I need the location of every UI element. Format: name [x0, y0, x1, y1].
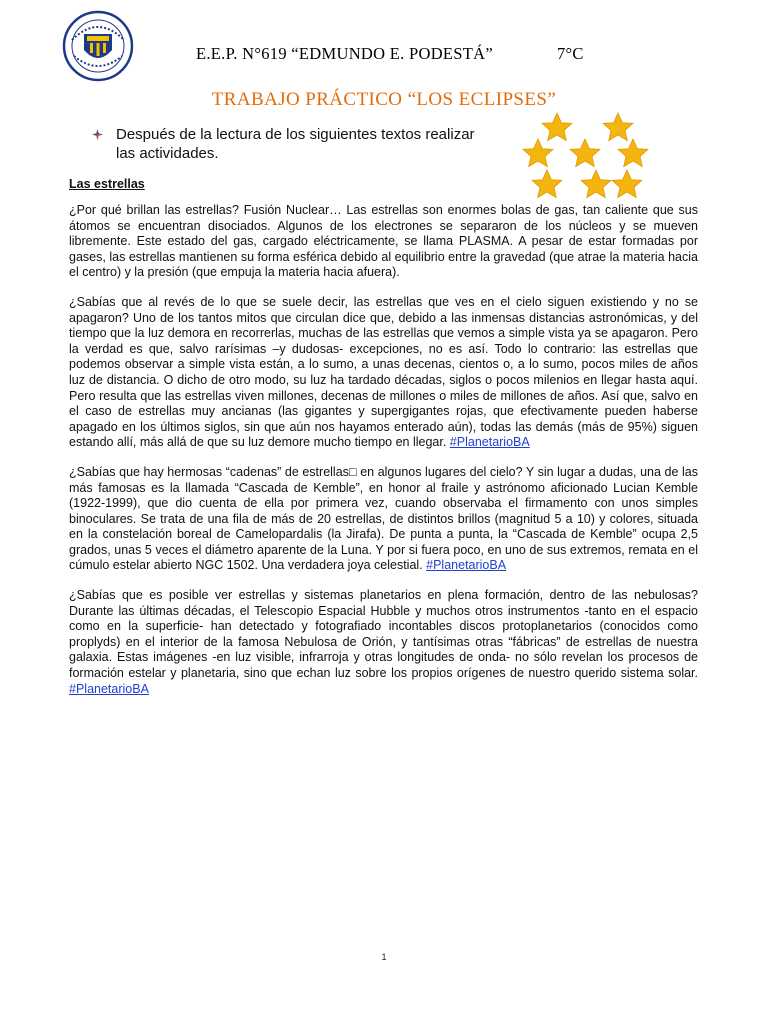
paragraph-3 — [69, 465, 698, 574]
planetarioba-hashtag-link[interactable]: #PlanetarioBA — [449, 435, 530, 450]
paragraph-1 — [69, 203, 698, 281]
instruction-item — [92, 125, 492, 163]
page-number: 1 — [381, 952, 387, 962]
section-title: Las estrellas — [69, 177, 145, 191]
four-point-diamond-bullet-icon — [92, 129, 103, 140]
paragraph-text: ¿Sabías que es posible ver estrellas y sistemas planetarios en plena formación, dentro de las nebulosas? Durante las últimas décadas, el Telescopio Espacial Hubble y muchos otros instrumentos -tanto en el espacio como en la superficie- han detectado y fotografiado incontables discos protoplanetarios (conocidos como proplyds) en el interior de la famosa Nebulosa de Orión, y tantísimas otras “fábricas” de estrellas de nuestra galaxia. Estas imágenes -en luz visible, infrarroja y otras longitudes de onda- no sólo revelan los procesos de formación estelar y planetaria, sino que echan luz sobre los propios orígenes de nuestro querido sistema solar. — [69, 588, 698, 681]
paragraph-4 — [69, 588, 698, 697]
school-seal-icon — [62, 10, 134, 82]
paragraph-text: ¿Sabías que al revés de lo que se suele decir, las estrellas que ves en el cielo siguen existiendo y no se apagaron? Uno de los tantos mitos que circulan dice que, debido a las inmensas distancias astronómicas, y del tiempo que la luz demora en recorrerlas, muchas de las estrellas que vemos a simple vista ya se apagaron. Pero la verdad es que, salvo rarísimas –y dudosas- excepciones, no es así. Todo lo contrario: las estrellas que podemos observar a simple vista están, a lo sumo, a unas decenas, cientos o, a lo sumo, pocos miles de años luz de distancia. O dicho de otro modo, su luz ha tardado décadas, siglos o pocos milenios en llegar hasta aquí. Pero resulta que las estrellas viven millones, decenas de millones o miles de millones de años. Así que, salvo en el caso de estrellas muy ancianas (las gigantes y supergigantes rojas, que efectivamente pueden haberse apagado en los últimos siglos, sin que aún nos hayamos enterado aún), todas las demás (más de 95%) siguen estando allí, más allá de que su luz demore mucho tiempo en llegar. — [69, 294, 698, 450]
school-name: E.E.P. N°619 “EDMUNDO E. PODESTÁ” — [196, 44, 493, 63]
planetarioba-hashtag-link[interactable]: #PlanetarioBA — [426, 558, 507, 573]
page-title: TRABAJO PRÁCTICO “LOS ECLIPSES” — [211, 89, 557, 110]
paragraph-text: ¿Sabías que hay hermosas “cadenas” de estrellas□ en algunos lugares del cielo? Y sin lugar a dudas, una de las más famosas es la llamada “Cascada de Kemble”, en honor al fraile y astrónomo aficionado Lucian Kemble (1922-1999), que dio cuenta de ella por primera vez, cuando observaba el firmamento con unos simples binoculares. Se trata de una fila de más de 20 estrellas, de distintos brillos (magnitud 5 a 10) y colores, situada en la constelación boreal de Camelopardalis (la Jirafa). De punta a punta, la “Cascada de Kemble” ocupa 2,5 grados, unas 5 veces el diámetro aparente de la Luna. Y por si fuera poco, en uno de sus extremos, remata en el cúmulo estelar abierto NGC 1502. Una verdadera joya celestial. — [69, 464, 698, 573]
star-cluster-icon — [520, 112, 660, 204]
instruction-text: Después de la lectura de los siguientes textos realizar las actividades. — [116, 126, 475, 162]
planetarioba-hashtag-link[interactable]: #PlanetarioBA — [69, 681, 149, 696]
paragraph-text: ¿Por qué brillan las estrellas? Fusión Nuclear… Las estrellas son enormes bolas de gas, tan caliente que sus átomos se encuentran disociados. Algunos de los electrones se separaron de los núcleos y se mueven libremente. Este estado del gas, cargado eléctricamente, se llama PLASMA. A pesar de estar formadas por gases, las estrellas mantienen su forma esférica debido al equilibrio entre la gravedad (que atrae la materia hacia el centro) y la presión (que empuja la materia hacia afuera). — [69, 203, 698, 280]
paragraph-2 — [69, 295, 698, 451]
school-header — [196, 44, 584, 64]
grade-label: 7°C — [556, 44, 584, 63]
article-body — [69, 203, 698, 711]
